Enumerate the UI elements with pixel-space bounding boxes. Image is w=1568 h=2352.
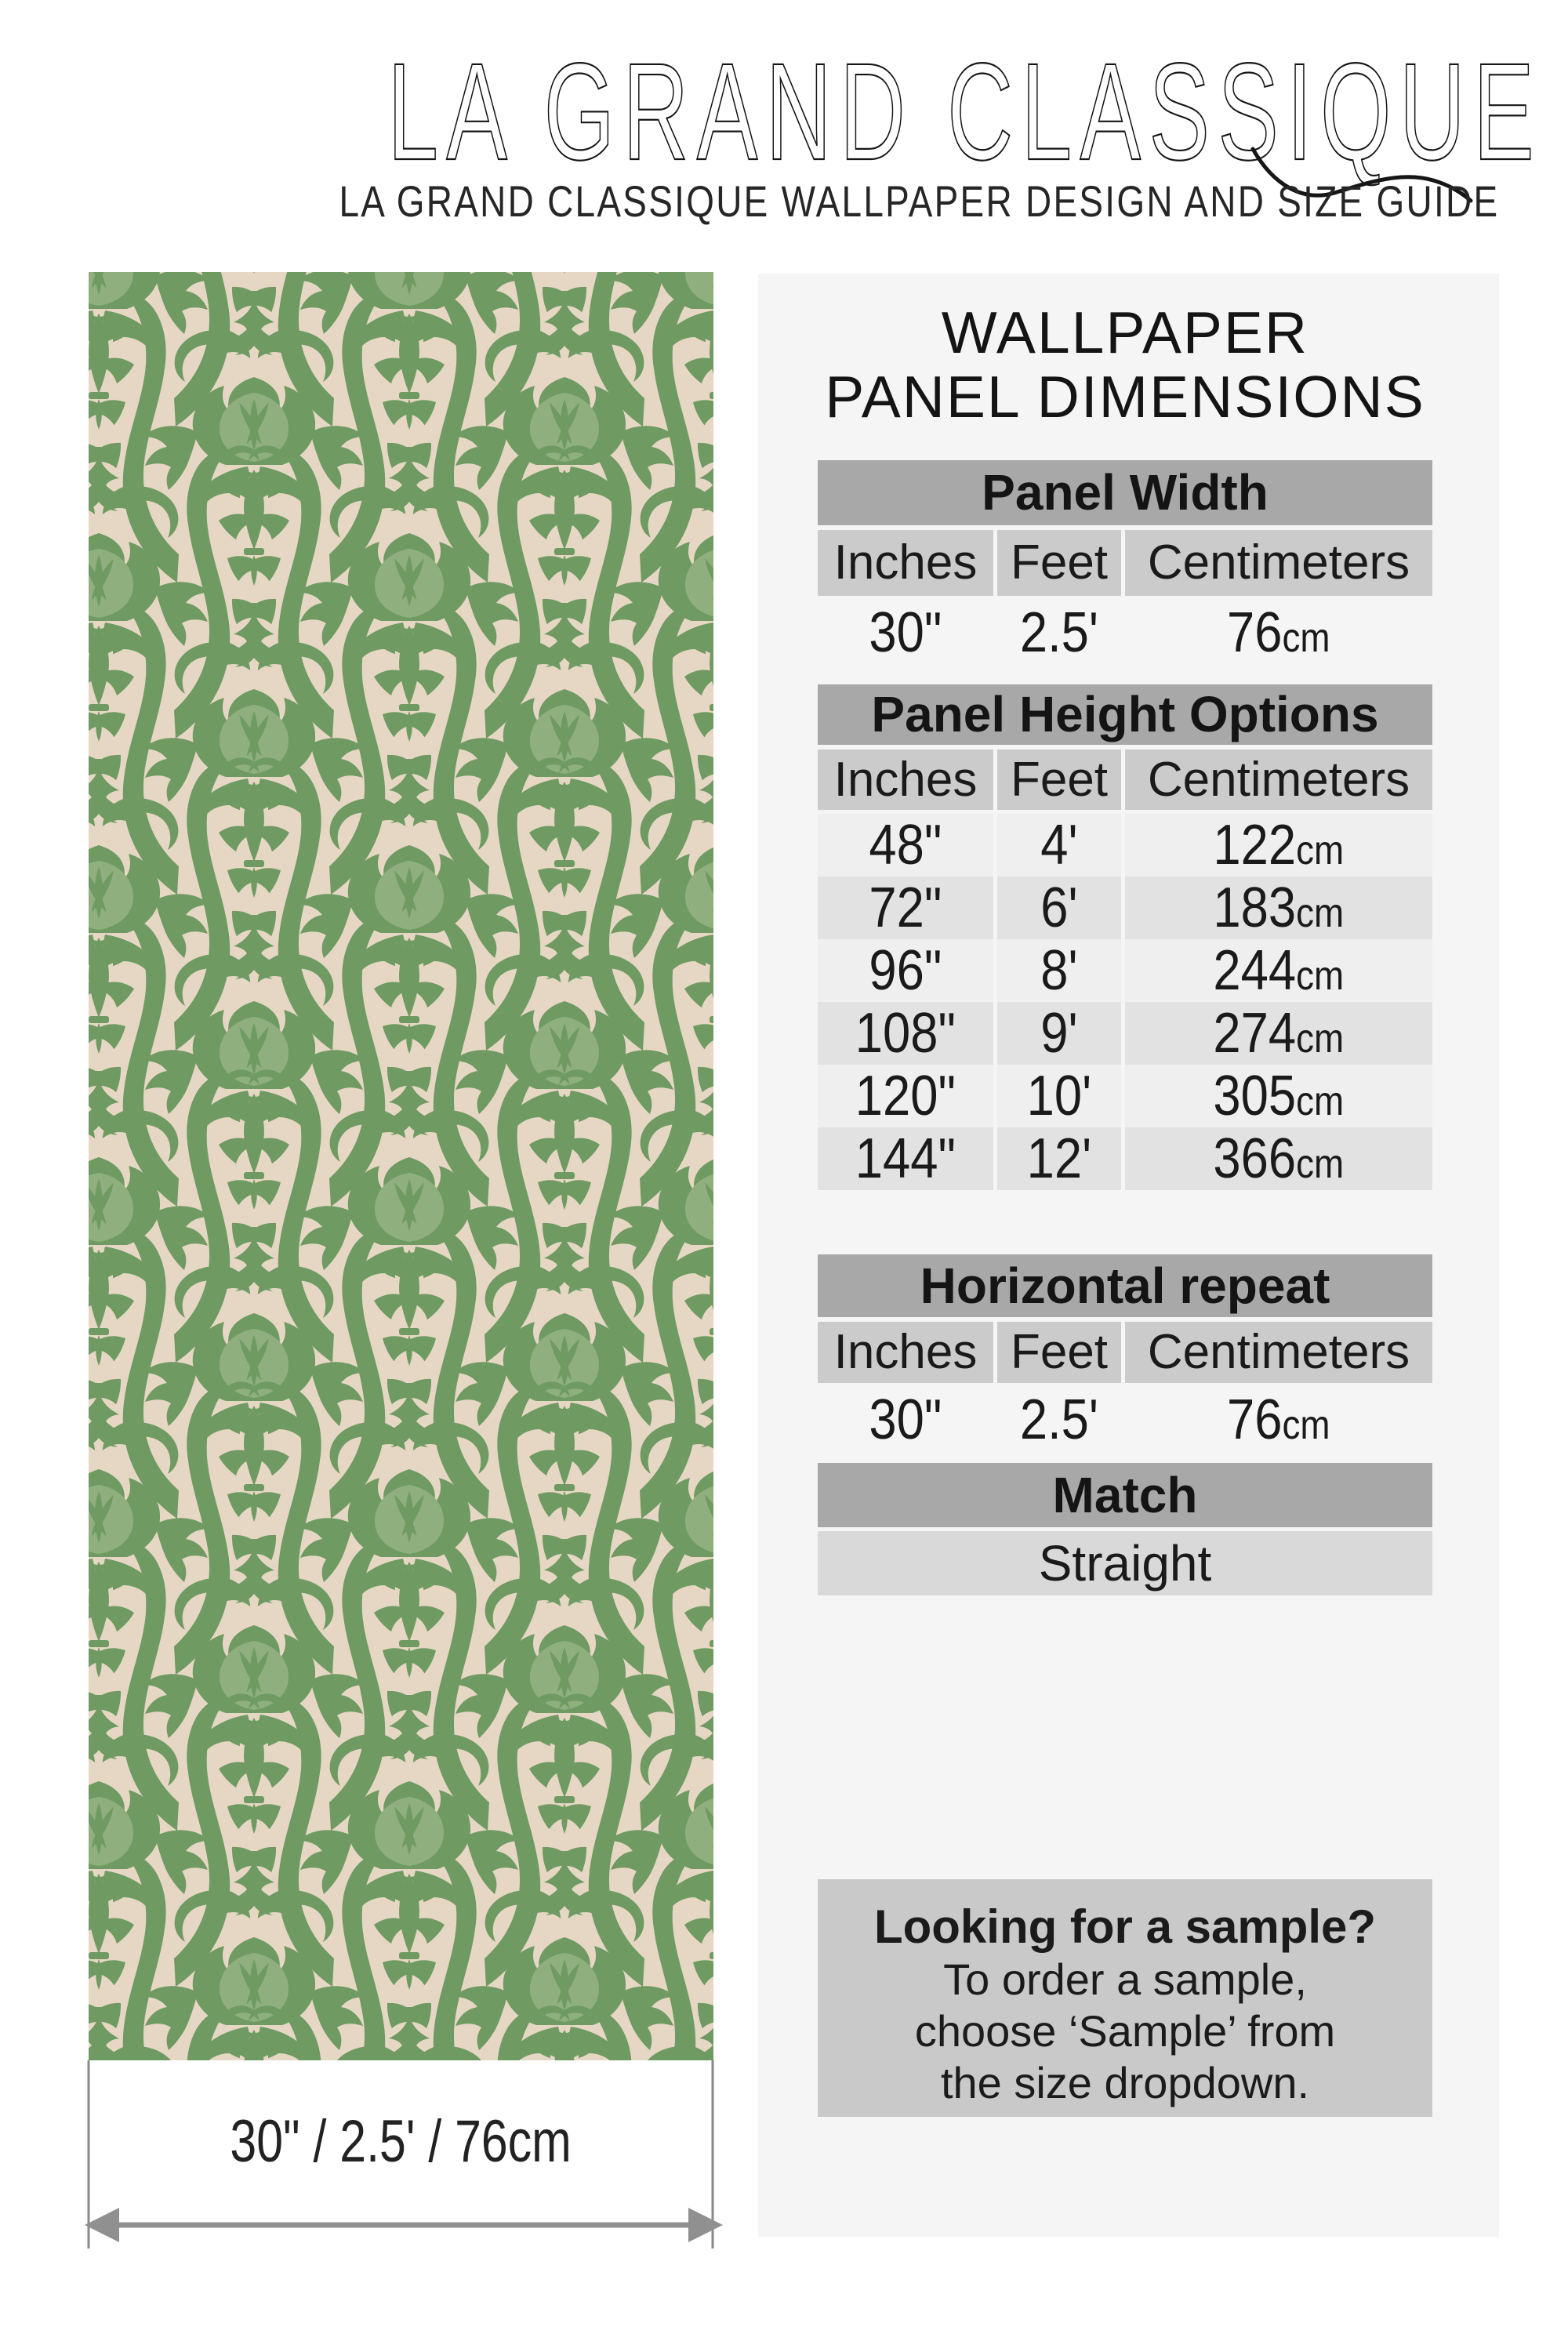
panel-width-header: Panel Width: [818, 460, 1432, 525]
page-subtitle-text: LA GRAND CLASSIQUE WALLPAPER DESIGN AND SIZE GUIDE: [339, 176, 1500, 226]
horizontal-repeat-header: Horizontal repeat: [818, 1254, 1432, 1317]
col-feet: Feet: [997, 1322, 1121, 1383]
col-inches: Inches: [818, 750, 993, 810]
value-feet: 2.5': [1019, 601, 1099, 664]
col-feet: Feet: [997, 750, 1121, 810]
column-headers: [818, 750, 1432, 810]
table-row: 96" 8' 244cm: [818, 939, 1432, 1002]
col-feet: Feet: [997, 530, 1121, 596]
damask-pattern: [89, 272, 713, 2060]
sample-box-line: choose ‘Sample’ from: [914, 2006, 1336, 2056]
table-row: 108" 9' 274cm: [818, 1002, 1432, 1065]
arrowhead-left: [85, 2208, 119, 2242]
table-row: 120" 10' 305cm: [818, 1065, 1432, 1127]
page-title-text: LA GRAND CLASSIQUE: [387, 35, 1543, 189]
panel-width-section: [818, 460, 1432, 665]
col-inches: Inches: [818, 530, 993, 596]
value-inches: 30": [869, 1388, 942, 1451]
table-row: 144" 12' 366cm: [818, 1127, 1432, 1190]
column-headers: [818, 1322, 1432, 1383]
wallpaper-panel-preview: [89, 272, 713, 2060]
table-row: 48" 4' 122cm: [818, 814, 1432, 877]
dimensions-heading-line2: PANEL DIMENSIONS: [825, 364, 1425, 430]
panel-width-values: [818, 601, 1432, 665]
col-centimeters: Centimeters: [1125, 530, 1432, 596]
table-row: 72" 6' 183cm: [818, 877, 1432, 939]
horizontal-repeat-values: [818, 1388, 1432, 1452]
value-cm: 76cm: [1227, 1388, 1330, 1451]
dimensions-heading: [818, 300, 1432, 429]
col-inches: Inches: [818, 1322, 993, 1383]
value-inches: 30": [869, 601, 942, 664]
panel-height-section: [818, 684, 1432, 1190]
col-centimeters: Centimeters: [1125, 750, 1432, 810]
match-section: [818, 1463, 1432, 1595]
dimensions-heading-line1: WALLPAPER: [941, 299, 1309, 365]
arrowhead-right: [688, 2208, 723, 2242]
match-header: Match: [818, 1463, 1432, 1527]
sample-box-title: Looking for a sample?: [873, 1900, 1377, 1953]
horizontal-repeat-section: [818, 1254, 1432, 1452]
panel-width-label-text: 30" / 2.5' / 76cm: [230, 2108, 572, 2175]
col-centimeters: Centimeters: [1125, 1322, 1432, 1383]
value-cm: 76cm: [1227, 601, 1330, 664]
match-value: Straight: [818, 1531, 1432, 1595]
panel-height-header: Panel Height Options: [818, 684, 1432, 745]
width-dimension-arrow: [78, 2054, 729, 2258]
page-subtitle: [212, 176, 1568, 227]
column-headers: [818, 530, 1432, 596]
sample-box-line: the size dropdown.: [940, 2058, 1310, 2107]
sample-info-box: [818, 1879, 1432, 2117]
value-feet: 2.5': [1019, 1388, 1099, 1451]
sample-box-line: To order a sample,: [943, 1955, 1307, 2004]
